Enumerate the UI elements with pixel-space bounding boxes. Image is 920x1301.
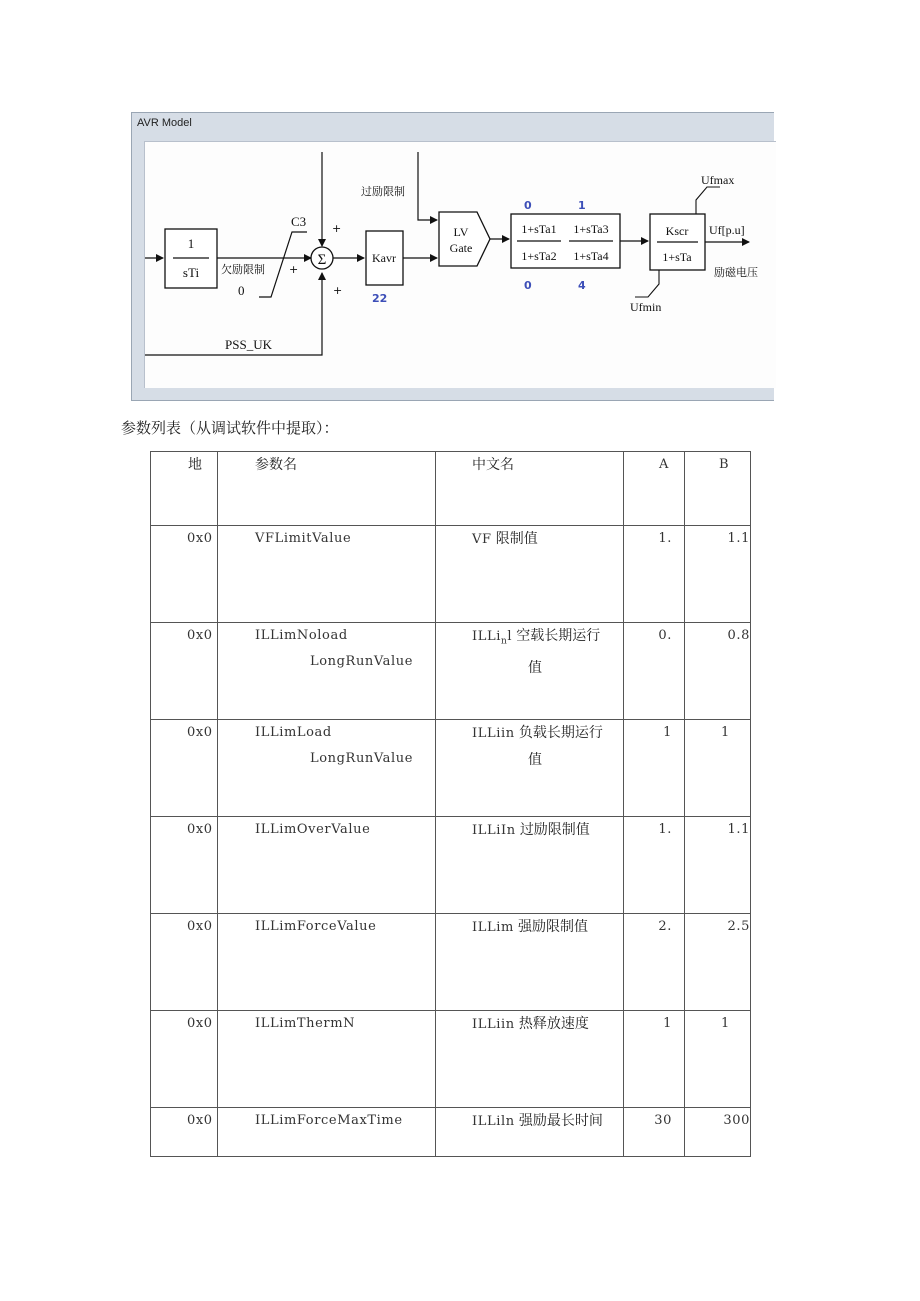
row-cn-name (436, 1108, 623, 1135)
row-param-name: ILLimLoad (255, 725, 332, 740)
lv-gate-line1: LV (453, 225, 469, 239)
header-name: 参数名 (255, 457, 297, 473)
header-b: B (719, 457, 730, 472)
row-cn-name (436, 526, 623, 553)
row-value-b: 2.5 (727, 919, 750, 934)
table-row (151, 817, 751, 914)
table-row (151, 1108, 751, 1157)
row-value-a: 30 (654, 1113, 672, 1128)
limit-c3-label: C3 (291, 214, 307, 229)
lead-lag2-num: 1+sTa3 (573, 222, 609, 236)
row-cn-name (436, 817, 623, 844)
row-cn-prefix: VF (472, 532, 492, 547)
row-cn-text: 强励限制值 (518, 919, 589, 935)
pss-label: PSS_UK (225, 337, 272, 352)
row-addr: 0x0 (187, 822, 213, 837)
kavr-label: Kavr (372, 251, 396, 265)
row-cn-name (436, 623, 623, 655)
row-value-b: 1 (721, 1016, 730, 1031)
output-label: Uf[p.u] (709, 223, 745, 237)
header-cn: 中文名 (472, 457, 514, 473)
table-row (151, 526, 751, 623)
row-param-name: ILLimForceMaxTime (255, 1113, 403, 1128)
ta4-param: 4 (578, 279, 586, 292)
row-addr: 0x0 (187, 628, 213, 643)
ta3-param: 1 (578, 199, 586, 212)
parameter-list-caption: 参数列表（从调试软件中提取）： (121, 419, 339, 437)
row-param-name: VFLimitValue (255, 531, 352, 546)
integrator-numerator: 1 (187, 236, 195, 251)
table-row (151, 623, 751, 720)
ufmin-label: Ufmin (630, 300, 662, 314)
row-cn-text-cont: 值 (528, 659, 542, 676)
lv-gate-block (439, 212, 490, 266)
sum-symbol: Σ (317, 252, 327, 268)
avr-model-window (131, 112, 774, 401)
row-value-b: 300 (723, 1113, 750, 1128)
window-title: AVR Model (137, 117, 192, 129)
sum-plus-left: + (289, 263, 299, 276)
kscr-denominator: 1+sTa (662, 250, 692, 264)
table-header-row (151, 452, 751, 526)
row-cn-name (436, 720, 623, 747)
integrator-denominator: sTi (182, 265, 200, 280)
ufmax-label: Ufmax (701, 173, 735, 187)
row-param-name: ILLimThermN (255, 1016, 356, 1031)
row-value-b: 1 (721, 725, 730, 740)
row-value-b: 1.1 (727, 822, 750, 837)
row-param-name-cont: LongRunValue (310, 751, 414, 766)
row-addr: 0x0 (187, 1016, 213, 1031)
row-addr: 0x0 (187, 725, 213, 740)
ufmax-limit-line (696, 187, 720, 214)
over-excitation-label: 过励限制 (361, 185, 405, 198)
row-value-b: 1.1 (727, 531, 750, 546)
header-a: A (659, 457, 669, 472)
row-value-a: 1 (663, 1016, 672, 1031)
row-value-a: 1. (658, 531, 672, 546)
row-addr: 0x0 (187, 1113, 213, 1128)
avr-block-diagram (145, 142, 776, 388)
row-value-a: 1 (663, 725, 672, 740)
row-cn-prefix: ILLi (472, 629, 501, 644)
kavr-param: 22 (372, 292, 388, 305)
row-cn-text: 负载长期运行 (518, 725, 603, 741)
row-cn-text: 空载长期运行 (516, 628, 601, 644)
output-cn-label: 励磁电压 (714, 266, 758, 279)
row-cn-name (436, 914, 623, 941)
kscr-numerator: Kscr (665, 224, 689, 238)
row-param-name: ILLimForceValue (255, 919, 377, 934)
row-cn-sub: n (500, 636, 508, 647)
ta2-param: 0 (524, 279, 532, 292)
ufmin-limit-line (635, 270, 659, 297)
row-cn-prefix: ILLiln (472, 1114, 515, 1129)
table-row (151, 914, 751, 1011)
row-cn-prefix: ILLiin (472, 1017, 515, 1032)
ta1-param: 0 (524, 199, 532, 212)
row-cn-text: 热释放速度 (518, 1016, 589, 1032)
sum-plus-top: + (332, 222, 342, 235)
table-row (151, 720, 751, 817)
row-cn-text: 过励限制值 (519, 822, 590, 838)
row-param-name-cont: LongRunValue (310, 654, 414, 669)
row-addr: 0x0 (187, 919, 213, 934)
limiter-ramp (259, 232, 307, 297)
row-cn-name (436, 1011, 623, 1038)
row-value-a: 0. (658, 628, 672, 643)
row-param-name: ILLimNoload (255, 628, 348, 643)
row-value-b: 0.8 (727, 628, 750, 643)
row-cn-text-cont: 值 (528, 752, 542, 768)
row-value-a: 2. (658, 919, 672, 934)
table-row (151, 1011, 751, 1108)
row-cn-text: 限制值 (495, 531, 538, 547)
lead-lag2-den: 1+sTa4 (573, 249, 609, 263)
row-cn-text: 强励最长时间 (518, 1113, 603, 1129)
under-excitation-label: 欠励限制 (221, 263, 265, 276)
lead-lag1-den: 1+sTa2 (521, 249, 557, 263)
row-cn-prefix: ILLim (472, 920, 514, 935)
header-addr: 地 (188, 457, 202, 473)
row-addr: 0x0 (187, 531, 213, 546)
lead-lag1-num: 1+sTa1 (521, 222, 557, 236)
sum-plus-bottom: + (333, 284, 343, 297)
row-cn-prefix: ILLiin (472, 726, 515, 741)
parameter-table (150, 451, 751, 1157)
row-param-name: ILLimOverValue (255, 822, 371, 837)
limit-zero-label: 0 (238, 283, 245, 298)
lv-gate-line2: Gate (449, 241, 473, 255)
row-value-a: 1. (658, 822, 672, 837)
row-cn-prefix2: l (507, 629, 513, 644)
row-cn-prefix: ILLiIn (472, 823, 516, 838)
over-excite-wire (418, 152, 437, 220)
block-diagram-canvas (144, 141, 776, 388)
